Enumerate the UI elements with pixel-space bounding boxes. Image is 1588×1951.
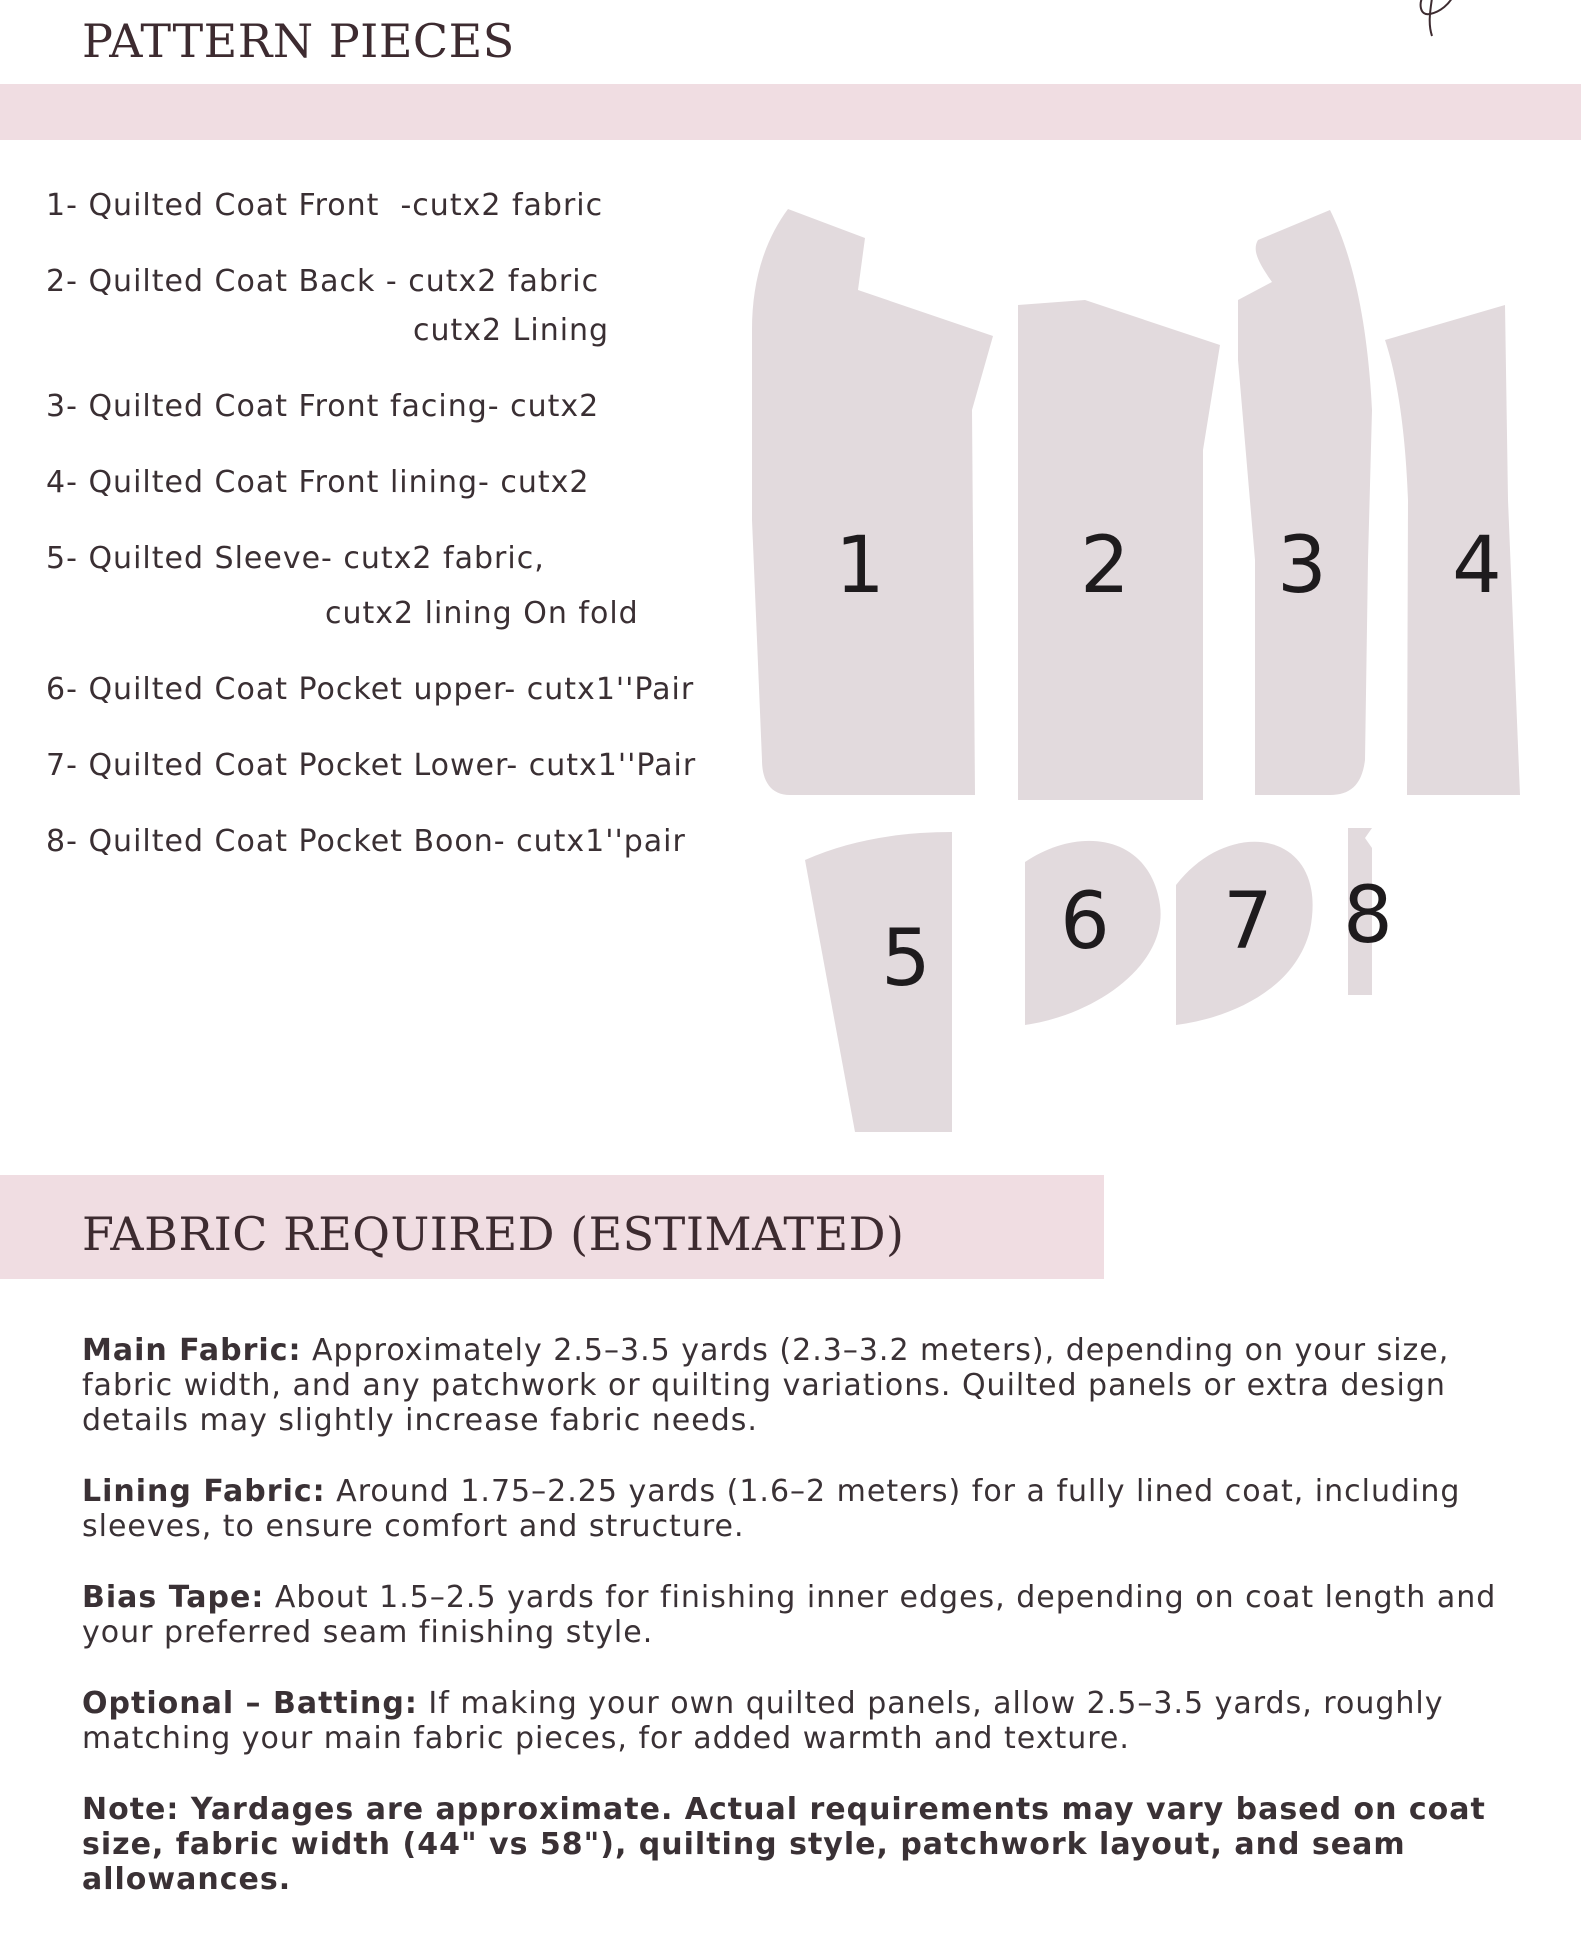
- fabric-item-batting: [82, 1686, 1522, 1756]
- piece-line-8: 8- Quilted Coat Pocket Boon- cutx1''pair: [46, 824, 686, 859]
- piece-line-6: 6- Quilted Coat Pocket upper- cutx1''Pair: [46, 672, 695, 707]
- fabric-required-title: FABRIC REQUIRED (ESTIMATED): [82, 1207, 905, 1261]
- fabric-item-label: Main Fabric:: [82, 1333, 302, 1368]
- fabric-item-text: Approximately 2.5–3.5 yards (2.3–3.2 meters), depending on your size, fabric width, and any patchwork or quilting variations. Quilted panels or extra design details may slightly increase fabric needs.: [82, 1333, 1450, 1438]
- piece-line-3: 3- Quilted Coat Front facing- cutx2: [46, 389, 600, 424]
- pattern-pieces-title: PATTERN PIECES: [82, 14, 515, 68]
- piece-line-7: 7- Quilted Coat Pocket Lower- cutx1''Pair: [46, 748, 697, 783]
- piece-number-5: 5: [881, 914, 931, 1004]
- pattern-piece-3: [1238, 210, 1372, 795]
- piece-line-5-continued: cutx2 lining On fold: [325, 596, 639, 631]
- piece-number-7: 7: [1223, 877, 1273, 967]
- piece-number-6: 6: [1060, 877, 1110, 967]
- fabric-item-main: [82, 1333, 1522, 1438]
- fabric-item-bias-tape: [82, 1580, 1522, 1650]
- piece-number-2: 2: [1080, 521, 1130, 611]
- piece-line-1: 1- Quilted Coat Front -cutx2 fabric: [46, 188, 604, 223]
- fabric-item-label: Lining Fabric:: [82, 1474, 326, 1509]
- piece-number-3: 3: [1277, 521, 1327, 611]
- piece-number-1: 1: [835, 521, 885, 611]
- fabric-note: Note: Yardages are approximate. Actual requirements may vary based on coat size, fabric width (44" vs 58"), quilting style, patchwork layout, and seam allowances.: [82, 1792, 1486, 1897]
- piece-line-2: 2- Quilted Coat Back - cutx2 fabric: [46, 264, 600, 299]
- piece-number-4: 4: [1452, 521, 1502, 611]
- fabric-item-label: Bias Tape:: [82, 1580, 265, 1615]
- piece-number-8: 8: [1343, 871, 1393, 961]
- fabric-item-label: Optional – Batting:: [82, 1686, 418, 1721]
- piece-line-4: 4- Quilted Coat Front lining- cutx2: [46, 465, 590, 500]
- fabric-item-text: About 1.5–2.5 yards for finishing inner edges, depending on coat length and your preferred seam finishing style.: [82, 1580, 1497, 1650]
- piece-line-5: 5- Quilted Sleeve- cutx2 fabric,: [46, 541, 545, 576]
- pattern-piece-1: [752, 209, 993, 795]
- fabric-item-text: Around 1.75–2.25 yards (1.6–2 meters) for a fully lined coat, including sleeves, to ensure comfort and structure.: [82, 1474, 1461, 1544]
- fabric-item-lining: [82, 1474, 1522, 1544]
- piece-line-2-continued: cutx2 Lining: [413, 313, 610, 348]
- fabric-item-text: If making your own quilted panels, allow 2.5–3.5 yards, roughly matching your main fabric pieces, for added warmth and texture.: [82, 1686, 1444, 1756]
